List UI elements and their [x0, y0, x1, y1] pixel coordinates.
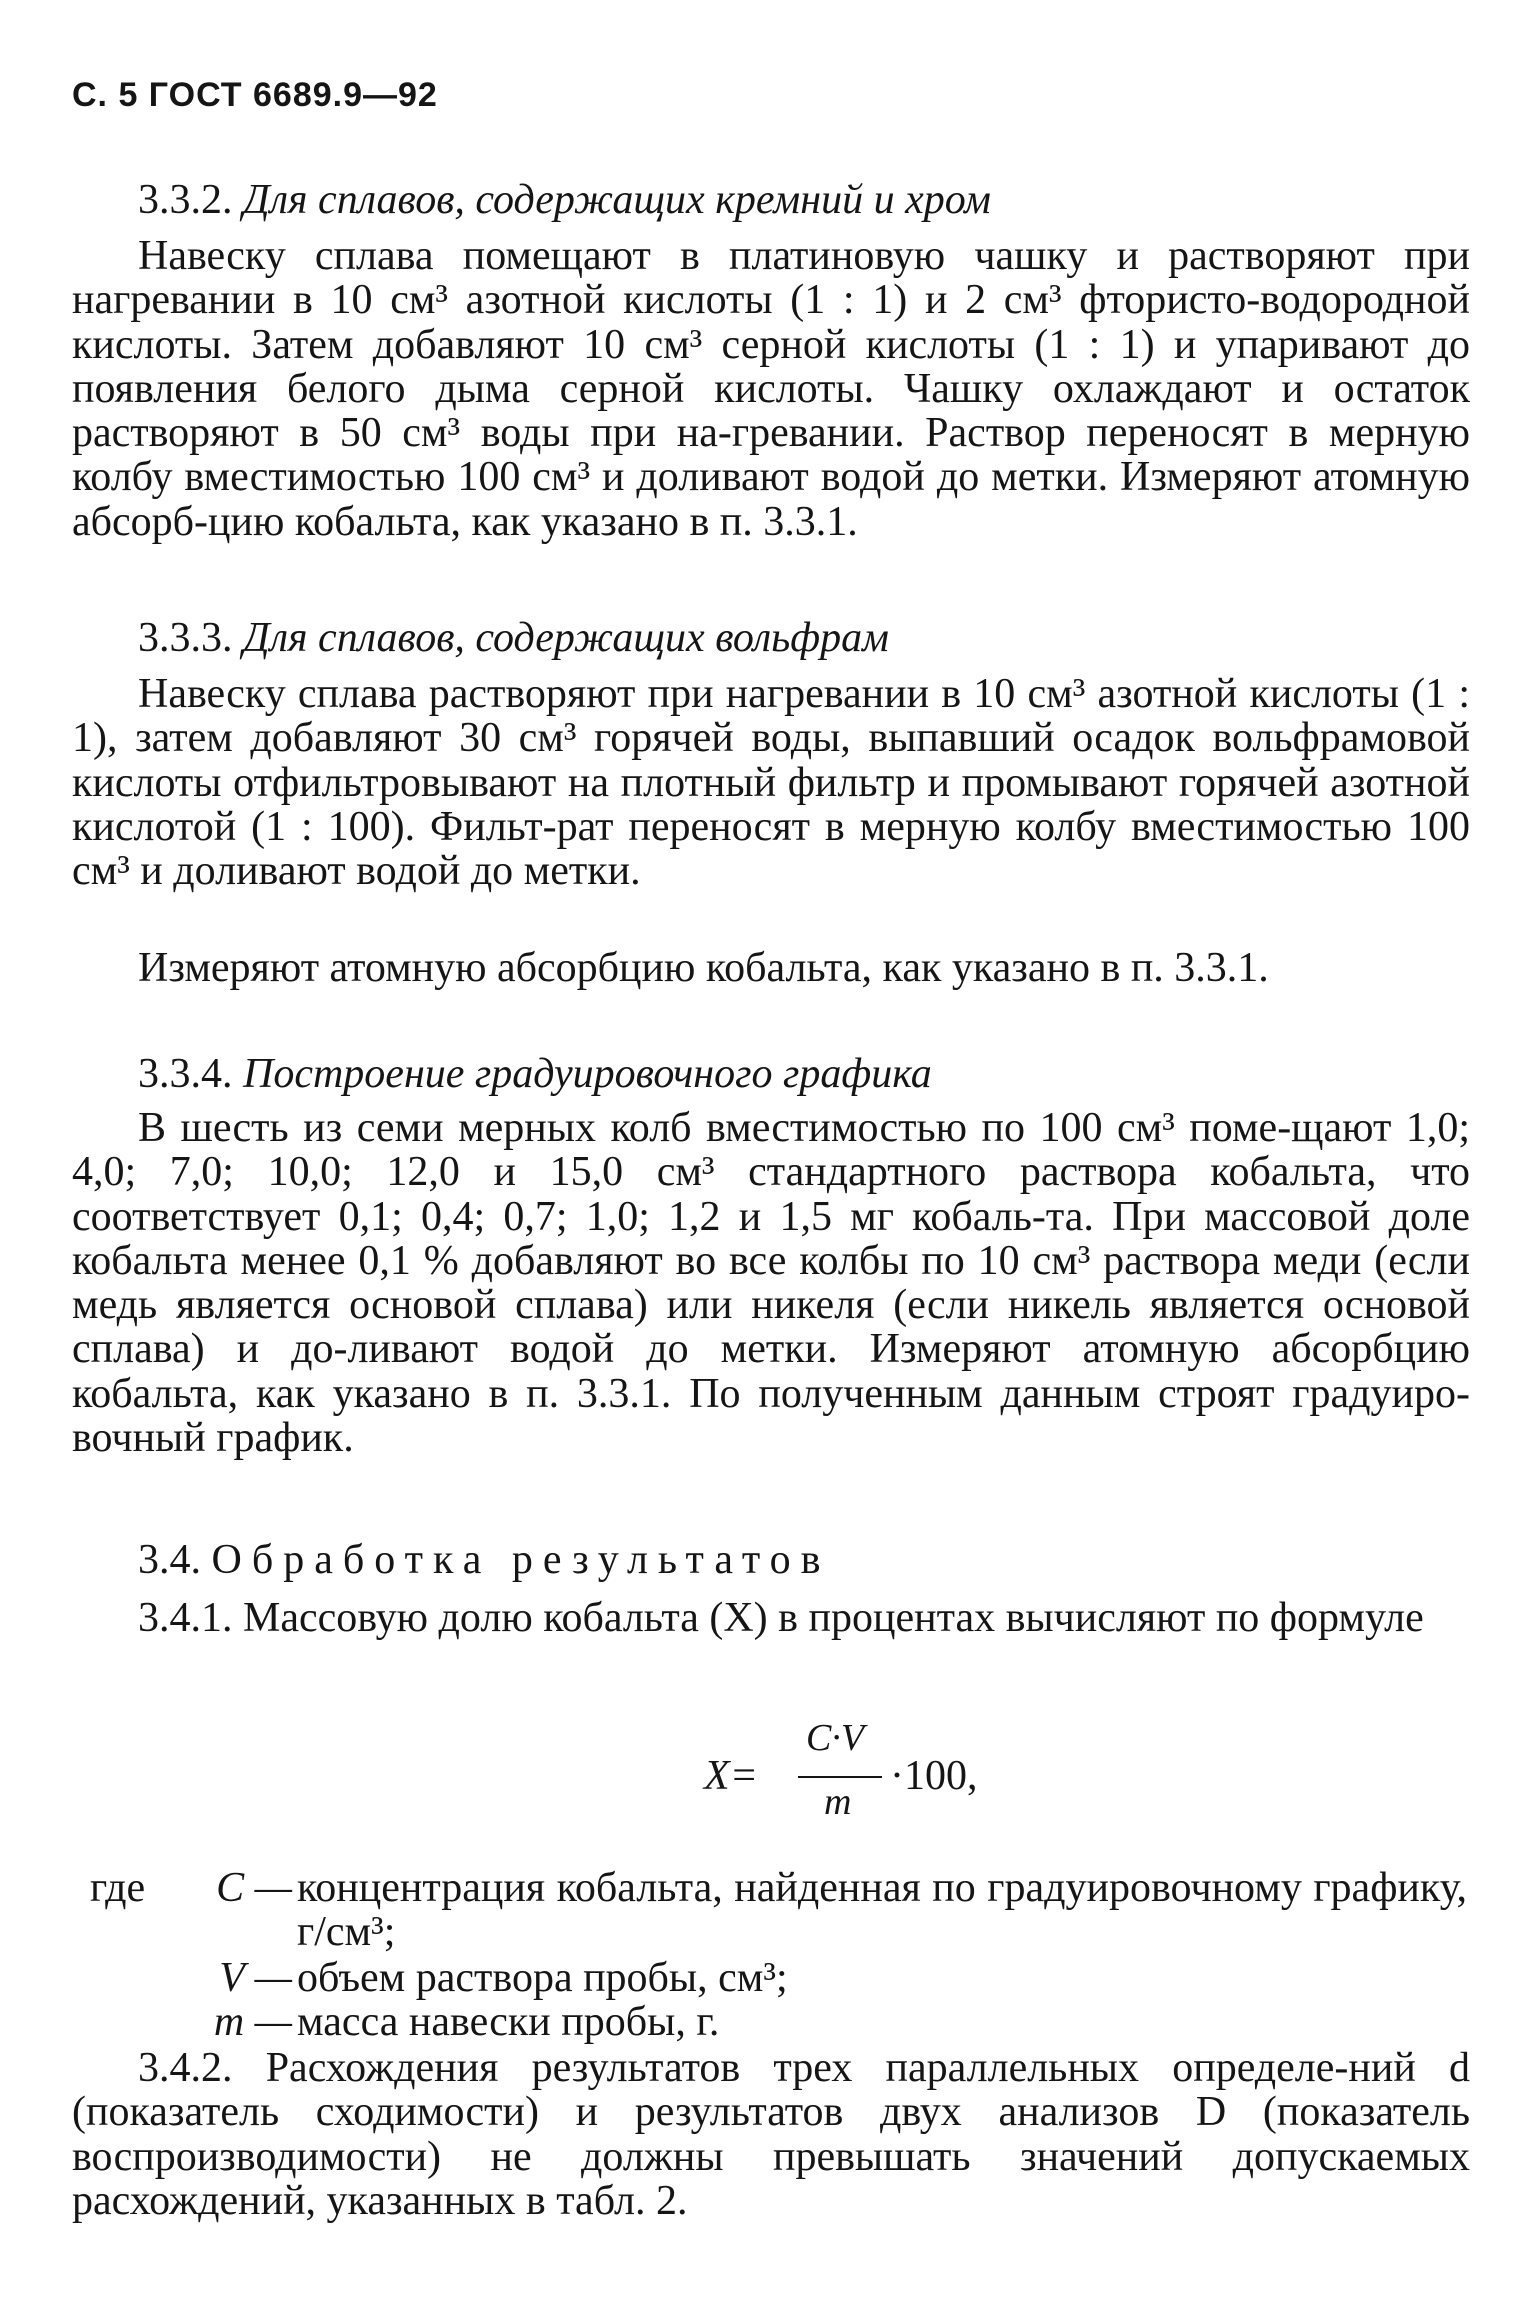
section-3-3-4-text: В шесть из семи мерных колб вместимостью по 100 см³ поме-щают 1,0; 4,0; 7,0; 10,0; 12,0 и 15,0 см³ стандартного раствора кобальта, что соответствует 0,1; 0,4; 0,7; 1,0; 1,2 и 1,5 мг кобаль-та. При массовой доле кобальта менее 0,1 % добавляют во все колбы по 10 см³ раствора меди (если медь является основой сплава) или никеля (если никель является основой сплава) и до-ливают водой до метки. Измеряют атомную абсорбцию кобальта, как указано в п. 3.3.1. По полученным данным строят градуиро-вочный график.: [72, 1105, 1470, 1462]
section-number: 3.3.4.: [138, 1051, 233, 1097]
fraction-bar: [798, 1776, 882, 1778]
section-3-4-heading: [138, 1536, 831, 1584]
section-3-3-3-heading: [138, 614, 889, 662]
section-3-4-1-text: 3.4.1. Массовую долю кобальта (X) в процентах вычисляют по формуле: [138, 1595, 1424, 1641]
where-description: концентрация кобальта, найденная по градуировочному графику, г/см³;: [297, 1865, 1467, 1955]
where-symbol: m —: [213, 1999, 292, 2045]
where-symbol: V —: [219, 1955, 292, 2001]
section-title: Обработка результатов: [211, 1537, 831, 1583]
where-symbol: C —: [216, 1865, 292, 1911]
section-3-3-2-heading: [138, 176, 991, 224]
formula-denominator: m: [824, 1781, 852, 1823]
section-title: Построение градуировочного графика: [243, 1051, 932, 1097]
formula: [632, 1716, 1052, 1826]
section-3-3-3-text: Навеску сплава растворяют при нагревании в 10 см³ азотной кислоты (1 : 1), затем добавляют 30 см³ горячей воды, выпавший осадок вольфрамовой кислоты отфильтровывают на плотный фильтр и промывают горячей азотной кислотой (1 : 100). Фильт-рат переносят в мерную колбу вместимостью 100 см³ и доливают водой до метки.: [72, 671, 1470, 895]
section-3-4-2-text: 3.4.2. Расхождения результатов трех параллельных определе-ний d (показатель сходимости) и результатов двух анализов D (показатель воспроизводимости) не должны превышать значений допускаемых расхождений, указанных в табл. 2.: [72, 2045, 1470, 2224]
where-description: масса навески пробы, г.: [297, 1999, 720, 2045]
where-item: [72, 1866, 1470, 1956]
section-3-3-4-heading: [138, 1050, 932, 1098]
where-item: [72, 1956, 1470, 2000]
where-item: [72, 2000, 1470, 2044]
section-title: Для сплавов, содержащих кремний и хром: [243, 177, 991, 223]
formula-lhs: X=: [704, 1753, 758, 1799]
section-title: Для сплавов, содержащих вольфрам: [243, 615, 889, 661]
page-header: С. 5 ГОСТ 6689.9—92: [72, 76, 438, 114]
where-lead: где: [90, 1865, 146, 1911]
section-number: 3.4.: [138, 1537, 201, 1583]
formula-numerator: C·V: [806, 1717, 865, 1759]
section-number: 3.3.2.: [138, 177, 233, 223]
formula-rhs: ·100,: [890, 1753, 978, 1799]
section-number: 3.3.3.: [138, 615, 233, 661]
section-3-3-2-text: Навеску сплава помещают в платиновую чашку и растворяют при нагревании в 10 см³ азотной кислоты (1 : 1) и 2 см³ фтористо-водородной кислоты. Затем добавляют 10 см³ серной кислоты (1 : 1) и упаривают до появления белого дыма серной кислоты. Чашку охлаждают и остаток растворяют в 50 см³ воды при на-гревании. Раствор переносят в мерную колбу вместимостью 100 см³ и доливают водой до метки. Измеряют атомную абсорб-цию кобальта, как указано в п. 3.3.1.: [72, 233, 1470, 545]
where-description: объем раствора пробы, см³;: [297, 1955, 788, 2001]
section-3-3-3-text-2: Измеряют атомную абсорбцию кобальта, как указано в п. 3.3.1.: [138, 945, 1269, 991]
